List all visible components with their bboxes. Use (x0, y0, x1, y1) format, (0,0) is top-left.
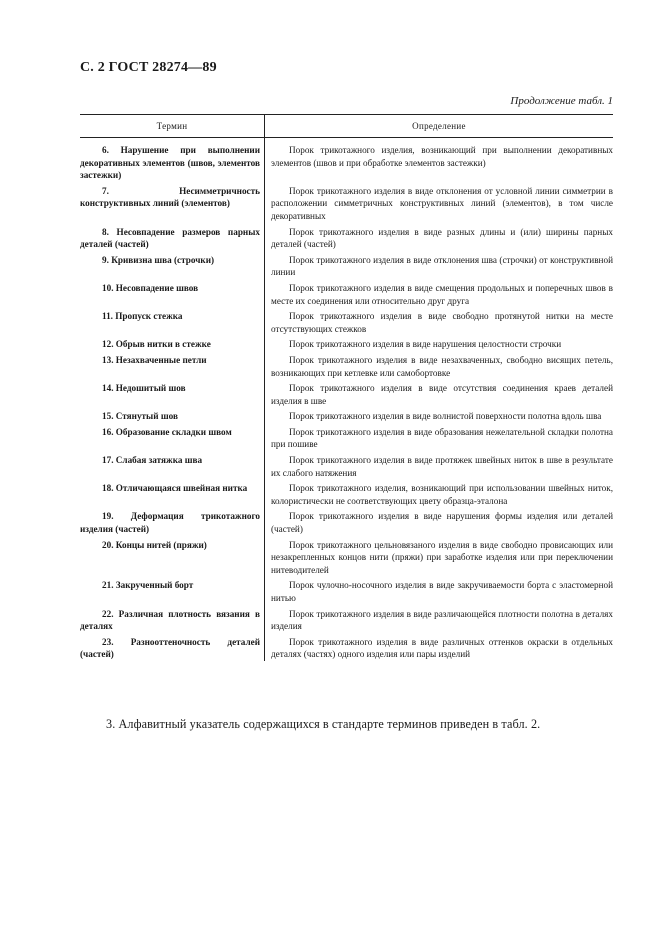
definition-cell: Порок трикотажного изделия в виде отклонения от условной линии симметрии в расположении симметричных конструктивных линий (элементов), в том числе декоративных (271, 185, 613, 221)
table-header-row (80, 115, 613, 138)
term-cell: 13. Незахваченные петли (80, 354, 265, 382)
definition-cell: Порок трикотажного изделия в виде различающейся плотности полотна в деталях изделия (271, 608, 613, 632)
table-row (80, 382, 613, 410)
table-row (80, 282, 613, 310)
term-cell: 20. Концы нитей (пряжи) (80, 539, 265, 580)
definition-cell: Порок трикотажного изделия в виде протяжек швейных ниток в шве в результате их слабого натяжения (271, 455, 613, 478)
table-row (80, 510, 613, 538)
term-cell: 18. Отличающаяся швейная нитка (80, 482, 265, 510)
definition-cell: Порок трикотажного изделия, возникающий при использовании швейных ниток, колористически не соответствующих цвету образца-эталона (271, 483, 613, 506)
table-row (80, 454, 613, 482)
definition-cell: Порок трикотажного изделия в виде нарушения целостности строчки (289, 339, 562, 350)
term-cell: 9. Кривизна шва (строчки) (80, 254, 265, 282)
table-row (80, 410, 613, 426)
term-cell: 12. Обрыв нитки в стежке (80, 338, 265, 354)
term-cell: 14. Недошитый шов (80, 382, 265, 410)
term-cell: 7. Несимметричность конструктивных линий (элементов) (80, 185, 265, 226)
term-cell: 23. Разнооттеночность деталей (частей) (80, 636, 265, 661)
table-row (80, 482, 613, 510)
term-cell: 8. Несовпадение размеров парных деталей (частей) (80, 226, 265, 254)
term-cell: 17. Слабая затяжка шва (80, 454, 265, 482)
term-cell: 11. Пропуск стежка (80, 310, 265, 338)
table-row (80, 636, 613, 661)
table-row (80, 539, 613, 580)
table-row (80, 579, 613, 607)
table-body (80, 138, 613, 661)
column-header-term: Термин (80, 115, 265, 138)
definition-cell: Порок трикотажного изделия в виде незахваченных, свободно висящих петель, возникающих при кетлевке или самобортовке (271, 354, 613, 378)
definition-cell: Порок трикотажного изделия в виде нарушения формы изделия или деталей (частей) (271, 511, 613, 535)
table-row (80, 338, 613, 354)
table-row (80, 226, 613, 254)
table-row (80, 426, 613, 454)
definition-cell: Порок трикотажного изделия в виде свободно протянутой нитки на месте отсутствующих стежков (271, 311, 613, 334)
definition-cell: Порок трикотажного изделия в виде разных длины и (или) ширины парных деталей (частей) (271, 226, 613, 250)
definition-cell: Порок чулочно-носочного изделия в виде закручиваемости борта с эластомерной нитью (271, 580, 613, 603)
definition-cell: Порок трикотажного изделия в виде различных оттенков окраски в отдельных деталях (частях) одного изделия или пары изделий (271, 636, 613, 660)
definition-cell: Порок трикотажного изделия в виде образования нежелательной складки полотна при пошиве (271, 426, 613, 450)
page-header: С. 2 ГОСТ 28274—89 (80, 60, 217, 75)
table-row (80, 185, 613, 226)
term-cell: 15. Стянутый шов (80, 410, 265, 426)
term-cell: 10. Несовпадение швов (80, 282, 265, 310)
definition-cell: Порок трикотажного изделия, возникающий при выполнении декоративных элементов (швов и при обработке элементов застежки) (271, 145, 613, 168)
term-cell: 16. Образование складки швом (80, 426, 265, 454)
table-row (80, 354, 613, 382)
footnote: 3. Алфавитный указатель содержащихся в стандарте терминов приведен в табл. 2. (106, 717, 541, 731)
definition-cell: Порок трикотажного изделия в виде отсутствия соединения краев деталей изделия в шве (271, 383, 613, 406)
definition-cell: Порок трикотажного изделия в виде смещения продольных и поперечных швов в месте их соединения или относительно друг друга (271, 282, 613, 306)
table-row (80, 310, 613, 338)
table-continuation-label: Продолжение табл. 1 (510, 95, 613, 107)
table-row (80, 138, 613, 185)
definition-cell: Порок трикотажного цельновязаного изделия в виде свободно провисающих или незакрепленных концов нити (пряжи) при заработке изделия или при переключении нитеводителей (271, 539, 613, 575)
term-cell: 21. Закрученный борт (80, 579, 265, 607)
terms-table (80, 114, 613, 661)
term-cell: 19. Деформация трикотажного изделия (частей) (80, 510, 265, 538)
table-row (80, 254, 613, 282)
term-cell: 22. Различная плотность вязания в деталях (80, 608, 265, 636)
column-header-definition: Определение (265, 115, 614, 138)
term-cell: 6. Нарушение при выполнении декоративных элементов (швов, элементов застежки) (80, 138, 265, 185)
definition-cell: Порок трикотажного изделия в виде отклонения шва (строчки) от конструктивной линии (271, 254, 613, 278)
definition-cell: Порок трикотажного изделия в виде волнистой поверхности полотна вдоль шва (289, 411, 602, 422)
table-row (80, 608, 613, 636)
